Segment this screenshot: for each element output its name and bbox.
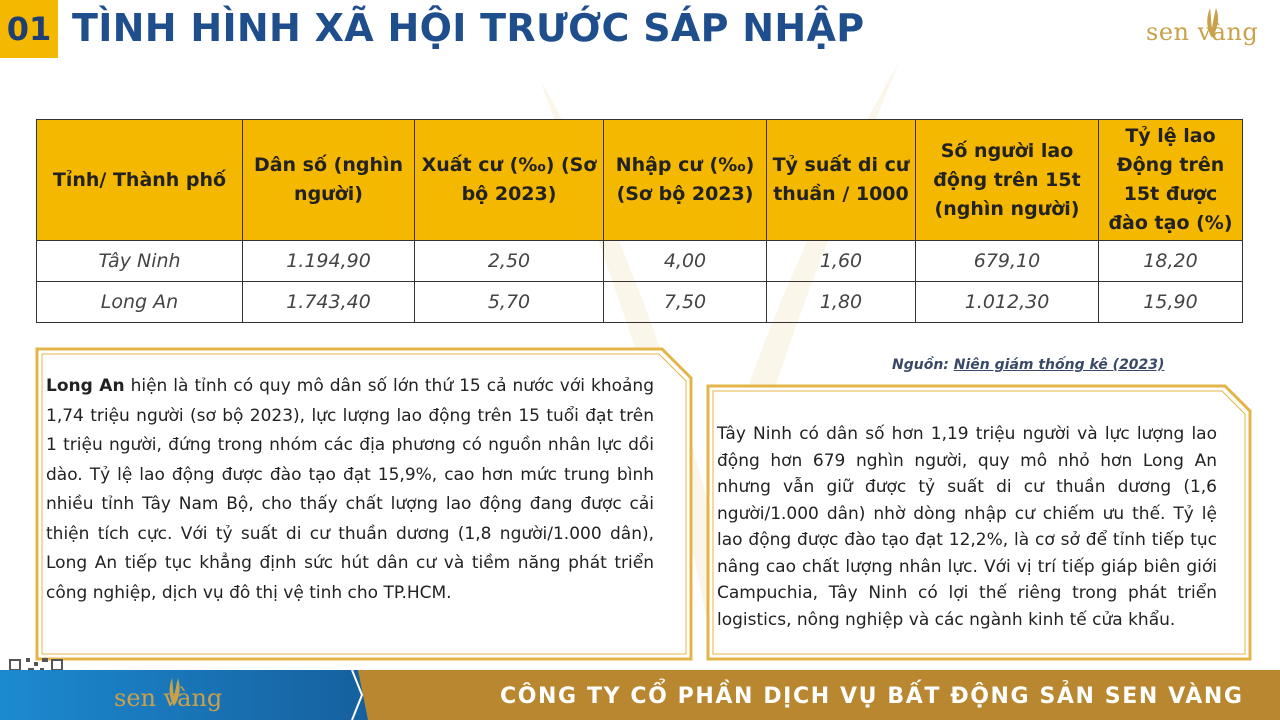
column-header-population: Dân số (nghìn người) [243,120,415,241]
brand-logo-text: sen vàng [1146,18,1259,46]
table-cell: 1.194,90 [243,241,415,282]
table-cell: 1,80 [767,282,916,323]
column-header-net-migration: Tỷ suất di cư thuần / 1000 [767,120,916,241]
source-label: Nguồn: [892,357,949,373]
table-cell: 5,70 [415,282,604,323]
table-row [37,241,1243,282]
table-cell: 1,60 [767,241,916,282]
tay-ninh-paragraph: Tây Ninh có dân số hơn 1,19 triệu người và lực lượng lao động hơn 679 nghìn người, quy mô nhỏ hơn Long An nhưng vẫn giữ được tỷ suất di cư thuần dương (1,6 người/1.000 dân) nhờ dòng nhập cư chiếm ưu thế. Tỷ lệ lao động được đào tạo đạt 12,2%, là cơ sở để tỉnh tiếp tục nâng cao chất lượng nhân lực. Với vị trí tiếp giáp biên giới Campuchia, Tây Ninh có lợi thế riêng trong phát triển logistics, nông nghiệp và các ngành kinh tế cửa khẩu. [717,424,1217,630]
table-row [37,282,1243,323]
footer-logo [114,676,238,716]
table-cell: Tây Ninh [37,241,243,282]
table-cell: Long An [37,282,243,323]
long-an-summary-box [34,346,694,662]
table-cell: 18,20 [1099,241,1243,282]
column-header-province: Tỉnh/ Thành phố [37,120,243,241]
table-header-row [37,120,1243,241]
source-link[interactable]: Niên giám thống kê (2023) [953,357,1165,373]
section-number: 01 [0,0,58,58]
table-cell: 1.743,40 [243,282,415,323]
long-an-lead: Long An [46,376,125,396]
statistics-table [36,119,1243,323]
table-cell: 2,50 [415,241,604,282]
column-header-immigration: Nhập cư (‰) (Sơ bộ 2023) [604,120,767,241]
column-header-labor-force: Số người lao động trên 15t (nghìn người) [916,120,1099,241]
brand-logo [1146,4,1270,48]
table-cell: 4,00 [604,241,767,282]
long-an-paragraph [46,372,654,608]
tay-ninh-summary-box [705,383,1253,662]
column-header-emigration: Xuất cư (‰) (Sơ bộ 2023) [415,120,604,241]
company-name: CÔNG TY CỔ PHẦN DỊCH VỤ BẤT ĐỘNG SẢN SEN VÀNG [500,684,1244,709]
source-note [892,357,1164,373]
footer-logo-text: sen vàng [114,684,223,712]
long-an-text: hiện là tỉnh có quy mô dân số lớn thứ 15 cả nước với khoảng 1,74 triệu người (sơ bộ 2023), lực lượng lao động trên 15 tuổi đạt trên 1 triệu người, đứng trong nhóm các địa phương có nguồn nhân lực dồi dào. Tỷ lệ lao động được đào tạo đạt 15,9%, cao hơn mức trung bình nhiều tỉnh Tây Nam Bộ, cho thấy chất lượng lao động đang được cải thiện tích cực. Với tỷ suất di cư thuần dương (1,8 người/1.000 dân), Long An tiếp tục khẳng định sức hút dân cư và tiềm năng phát triển công nghiệp, dịch vụ đô thị vệ tinh cho TP.HCM. [46,376,654,603]
page-title: TÌNH HÌNH XÃ HỘI TRƯỚC SÁP NHẬP [72,6,865,50]
table-cell: 679,10 [916,241,1099,282]
table-cell: 7,50 [604,282,767,323]
column-header-trained-rate: Tỷ lệ lao Động trên 15t được đào tạo (%) [1099,120,1243,241]
table-cell: 1.012,30 [916,282,1099,323]
table-cell: 15,90 [1099,282,1243,323]
